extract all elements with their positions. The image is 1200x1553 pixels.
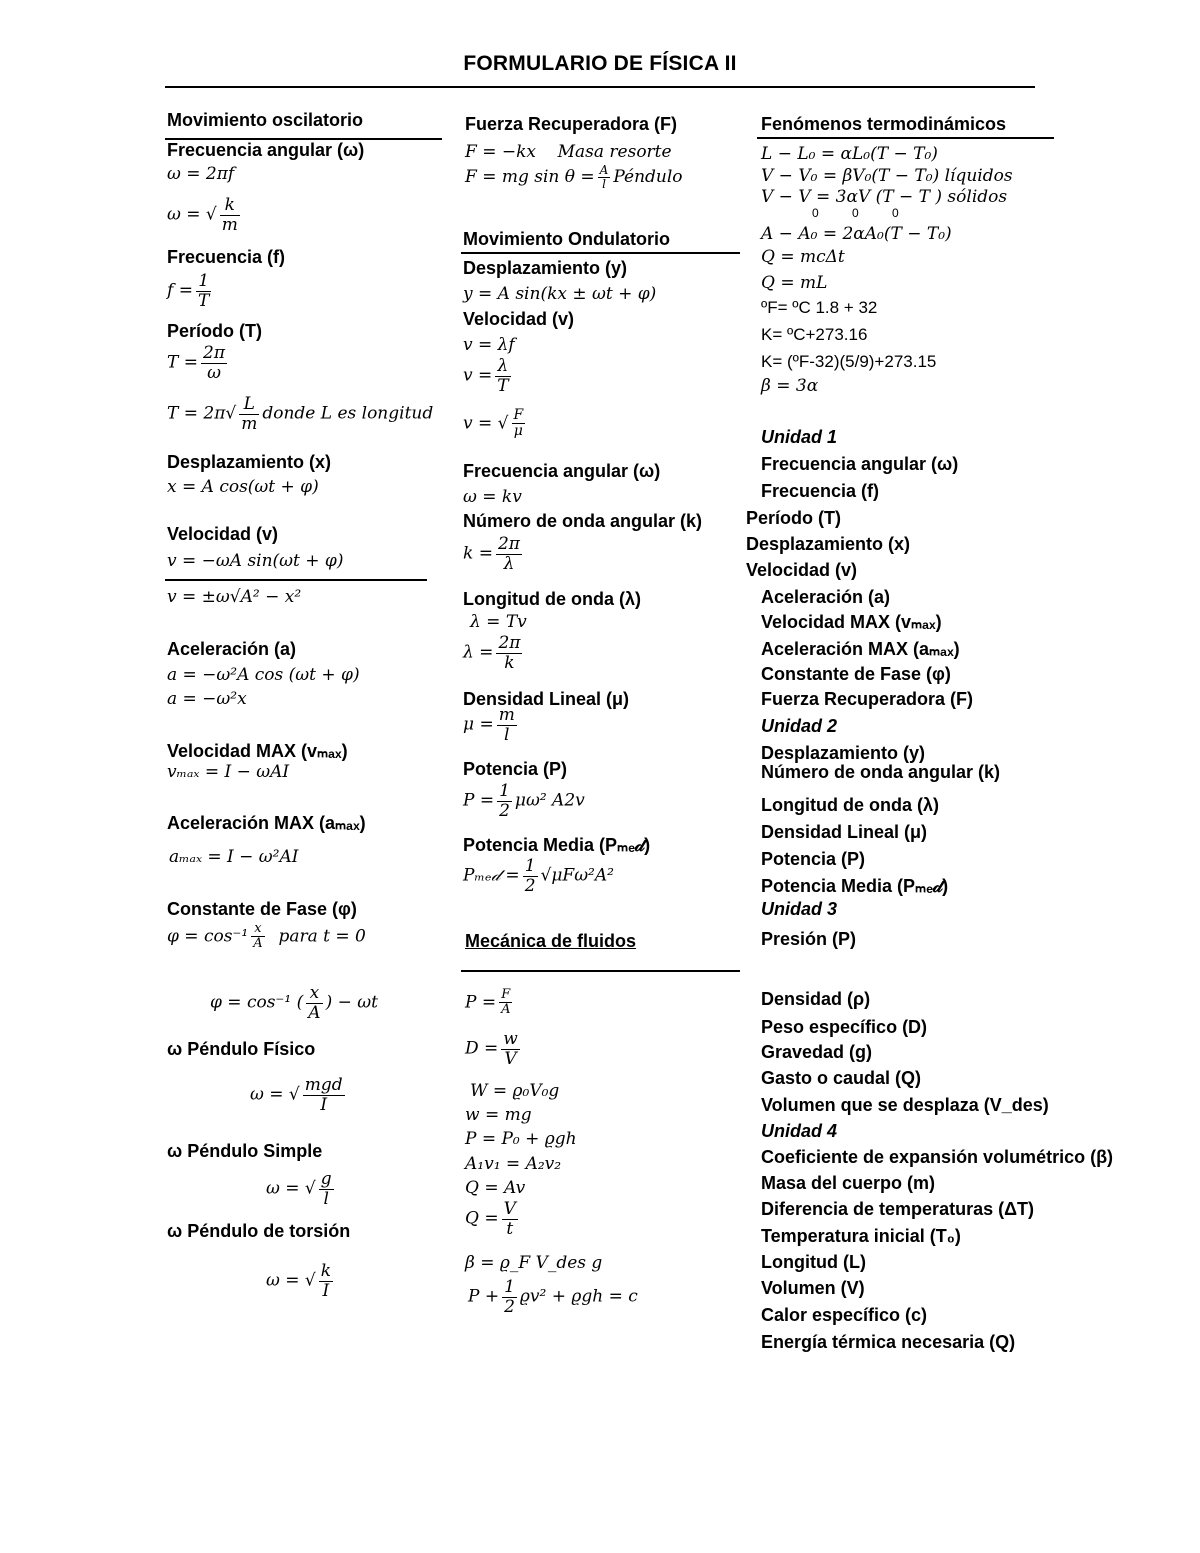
unit-1-heading: Unidad 1 — [761, 427, 838, 447]
formula-prefix: T = 2π√ — [167, 403, 237, 424]
fluids-heading: Mecánica de fluidos — [465, 931, 637, 951]
formula-prefix: D = — [465, 1038, 499, 1059]
unit-3-item: Peso específico (D) — [761, 1017, 928, 1037]
simple-pendulum-heading: ω Péndulo Simple — [167, 1141, 323, 1161]
fraction — [220, 196, 240, 234]
wave-motion-rule — [461, 252, 740, 254]
formula-torsion-pendulum — [266, 1262, 336, 1300]
power-heading: Potencia (P) — [463, 759, 568, 779]
fraction — [598, 164, 611, 191]
formula-prefix: μ = — [463, 714, 494, 735]
fraction — [495, 357, 510, 395]
wave-motion-heading: Movimiento Ondulatorio — [463, 229, 670, 249]
denominator: l — [323, 1188, 329, 1209]
formula-linear-expansion: L − L₀ = αL₀(T − T₀) — [761, 144, 938, 164]
fraction — [319, 1170, 334, 1208]
fraction — [303, 1076, 345, 1114]
denominator: I — [320, 1094, 328, 1115]
denominator: λ — [503, 553, 515, 574]
formula-beta-alpha: β = 3α — [761, 376, 819, 396]
unit-4-item: Masa del cuerpo (m) — [761, 1173, 936, 1193]
denominator: k — [504, 652, 515, 673]
unit-4-heading: Unidad 4 — [761, 1121, 838, 1141]
unit-2-item: Densidad Lineal (μ) — [761, 822, 928, 842]
formula-T-2pi-omega — [167, 344, 230, 382]
formula-prefix: P + — [468, 1286, 500, 1307]
fraction — [502, 1200, 518, 1238]
fraction — [501, 1030, 520, 1068]
formula-lambda-Tv: λ = Tv — [470, 612, 527, 632]
formula-prefix: φ = cos⁻¹ — [167, 926, 249, 947]
unit-1-item: Período (T) — [746, 508, 841, 528]
denominator: T — [497, 375, 509, 396]
formula-a-omega2x: a = −ω²x — [167, 689, 247, 709]
formula-prefix: k = — [463, 543, 493, 564]
fraction — [319, 1262, 333, 1300]
unit-3-item: Presión (P) — [761, 929, 857, 949]
formula-prefix: Pₘₑ𝒹 = — [463, 865, 520, 886]
formula-F-kx — [465, 142, 672, 162]
displacement-heading: Desplazamiento (x) — [167, 452, 332, 472]
fraction — [502, 1278, 517, 1316]
wave-displacement-heading: Desplazamiento (y) — [463, 258, 628, 278]
unit-3-item: Gasto o caudal (Q) — [761, 1068, 922, 1088]
amax-heading: Aceleración MAX (aₘₐₓ) — [167, 813, 366, 833]
unit-3-heading: Unidad 3 — [761, 899, 838, 919]
unit-4-item: Coeficiente de expansión volumétrico (β) — [761, 1147, 1114, 1167]
denominator: ω — [207, 362, 221, 383]
formula-omega-2pif: ω = 2πf — [167, 164, 235, 184]
denominator: μ — [513, 423, 523, 440]
formula-amax: aₘₐₓ = I − ω²AI — [169, 847, 299, 867]
formula-suffix: − ωt — [337, 992, 378, 1013]
thermo-rule — [757, 137, 1054, 139]
formula-P-F-A — [465, 988, 515, 1018]
formula-omega-kv: ω = kv — [463, 487, 522, 507]
restoring-force-heading: Fuerza Recuperadora (F) — [465, 114, 678, 134]
formula-prefix: P = — [463, 790, 495, 811]
formula-volume-expansion-solids: V − V = 3αV (T − T ) sólidos — [761, 187, 1008, 207]
formula-note: Péndulo — [613, 167, 683, 188]
unit-2-item: Desplazamiento (y) — [761, 743, 926, 763]
formula-latent-heat: Q = mL — [761, 273, 828, 293]
formula-simple-pendulum — [266, 1170, 337, 1208]
formula-kelvin-fahrenheit: K= (ºF-32)(5/9)+273.15 — [761, 352, 937, 371]
unit-4-item: Longitud (L) — [761, 1252, 866, 1272]
formula-x-cos: x = A cos(ωt + φ) — [167, 477, 319, 497]
formula-prefix: ω = √ — [266, 1270, 316, 1291]
formula-prefix: f = — [167, 280, 193, 301]
numerator: 2π — [203, 343, 225, 363]
denominator: l — [602, 177, 606, 192]
formula-buoyancy: β = ϱ_F V_des g — [465, 1253, 603, 1273]
formula-area-expansion: A − A₀ = 2αA₀(T − T₀) — [761, 224, 952, 244]
mean-power-heading: Potencia Media (Pₘₑ𝒹) — [463, 835, 651, 855]
formula-prefix: ω = √ — [167, 204, 217, 225]
formula-suffix: √μFω²A² — [540, 865, 614, 886]
fraction — [497, 706, 517, 744]
fraction — [499, 988, 512, 1018]
formula-phi-general: φ = cos⁻¹ ( $\frac{x}{A}$ ) − ωt — [210, 983, 378, 1023]
formula-w-mg: w = mg — [465, 1105, 532, 1125]
velocity-rule — [165, 579, 427, 581]
numerator: F — [513, 407, 524, 423]
unit-2-item: Potencia (P) — [761, 849, 866, 869]
wavelength-heading: Longitud de onda (λ) — [463, 589, 641, 609]
formula-solids-subscripts: 0 0 0 — [812, 206, 899, 220]
formula-suffix: μω² A2v — [514, 790, 585, 811]
denominator: l — [504, 724, 510, 745]
formula-prefix: T = — [167, 352, 198, 373]
formula-physical-pendulum — [250, 1076, 348, 1114]
unit-2-item: Potencia Media (Pₘₑ𝒹) — [761, 876, 949, 896]
formula-f-1-T — [167, 272, 214, 310]
unit-1-item: Aceleración MAX (aₘₐₓ) — [761, 639, 960, 659]
formula-T-2pi-sqrt-L — [167, 395, 433, 433]
unit-1-item: Desplazamiento (x) — [746, 534, 911, 554]
formula-v-sqrt: v = ±ω√A² − x² — [167, 587, 302, 607]
denominator: t — [506, 1218, 514, 1239]
fraction — [497, 782, 512, 820]
denominator: A — [308, 1002, 321, 1023]
fluids-rule — [461, 970, 740, 972]
unit-1-item: Frecuencia angular (ω) — [761, 454, 959, 474]
denominator: 2 — [499, 800, 510, 821]
fraction — [496, 535, 522, 573]
numerator: λ — [495, 357, 510, 377]
fraction — [523, 857, 538, 895]
unit-3-item: Volumen que se desplaza (V_des) — [761, 1095, 1049, 1115]
formula-mean-power — [463, 857, 614, 895]
fraction — [496, 634, 522, 672]
formula-v-lambda-T — [463, 357, 514, 395]
fraction — [196, 272, 211, 310]
numerator: x — [251, 922, 264, 937]
unit-1-item: Velocidad (v) — [746, 560, 858, 580]
formula-bernoulli — [468, 1278, 638, 1316]
unit-2-item: Longitud de onda (λ) — [761, 795, 939, 815]
formula-fahrenheit: ºF= ºC 1.8 + 32 — [761, 298, 878, 317]
numerator: 1 — [504, 1277, 515, 1297]
wave-angular-frequency-heading: Frecuencia angular (ω) — [463, 461, 661, 481]
formula-y-sin: y = A sin(kx ± ωt + φ) — [463, 284, 657, 304]
linear-density-heading: Densidad Lineal (μ) — [463, 689, 630, 709]
formula-v-lambda-f: v = λf — [463, 335, 515, 355]
numerator: V — [503, 1199, 516, 1219]
fraction — [306, 984, 322, 1022]
denominator: 2 — [504, 1296, 515, 1317]
frequency-heading: Frecuencia (f) — [167, 247, 286, 267]
numerator: F — [499, 988, 512, 1003]
denominator: V — [504, 1048, 517, 1069]
unit-1-item: Constante de Fase (φ) — [761, 664, 951, 684]
unit-2-item: Número de onda angular (k) — [761, 762, 1001, 782]
numerator: g — [320, 1169, 332, 1189]
denominator: m — [241, 413, 258, 434]
numerator: 2π — [497, 534, 520, 554]
formula-lambda-2pi-k — [463, 634, 525, 672]
formula-note: para t = 0 — [278, 926, 366, 947]
formula-prefix: λ = — [463, 642, 494, 663]
formula-prefix: ω = √ — [266, 1178, 316, 1199]
formula-omega-sqrt-k-m — [167, 196, 243, 234]
unit-1-item: Frecuencia (f) — [761, 481, 880, 501]
wave-velocity-heading: Velocidad (v) — [463, 309, 575, 329]
formula-continuity: A₁v₁ = A₂v₂ — [465, 1154, 562, 1174]
numerator: x — [306, 984, 322, 1004]
formula-Q-V-t — [465, 1200, 521, 1238]
formula-power — [463, 782, 585, 820]
unit-2-heading: Unidad 2 — [761, 716, 838, 736]
formula-F-pendulum — [465, 164, 683, 191]
period-heading: Período (T) — [167, 321, 262, 341]
numerator: mgd — [304, 1075, 343, 1095]
numerator: w — [503, 1029, 518, 1049]
formula-prefix: Q = — [465, 1208, 499, 1229]
formula-v-sqrt-F-mu — [463, 408, 528, 440]
formula-vmax: vₘₐₓ = I − ωAI — [167, 762, 290, 782]
title-divider — [165, 86, 1035, 88]
formula-note: Masa resorte — [557, 142, 672, 162]
formula-volume-expansion-liquids: V − V₀ = βV₀(T − T₀) líquidos — [761, 166, 1013, 186]
denominator: T — [197, 290, 210, 311]
denominator: I — [322, 1280, 330, 1301]
formula-note: donde L es longitud — [262, 403, 434, 424]
unit-4-item: Diferencia de temperaturas (ΔT) — [761, 1199, 1035, 1219]
formula-D-w-V — [465, 1030, 523, 1068]
phase-heading: Constante de Fase (φ) — [167, 899, 357, 919]
numerator: k — [220, 196, 240, 216]
formula-prefix: v = √ — [463, 413, 509, 434]
formula-P-hydrostatic: P = P₀ + ϱgh — [465, 1129, 577, 1149]
thermo-heading: Fenómenos termodinámicos — [761, 114, 1007, 134]
unit-4-item: Calor específico (c) — [761, 1305, 928, 1325]
unit-1-item: Fuerza Recuperadora (F) — [761, 689, 974, 709]
fraction — [239, 395, 259, 433]
numerator: 1 — [499, 781, 510, 801]
angular-frequency-heading: Frecuencia angular (ω) — [167, 140, 365, 160]
denominator: A — [253, 936, 263, 952]
fraction — [512, 408, 526, 440]
unit-1-item: Aceleración (a) — [761, 587, 891, 607]
physical-pendulum-heading: ω Péndulo Físico — [167, 1039, 316, 1059]
formula-suffix: ϱv² + ϱgh = c — [519, 1286, 638, 1307]
formula-mu-m-l — [463, 706, 520, 744]
page-title: FORMULARIO DE FÍSICA II — [463, 52, 737, 75]
formula-heat: Q = mcΔt — [761, 247, 845, 267]
formula-prefix: φ = cos⁻¹ — [210, 992, 292, 1013]
formula-value: F = −kx — [465, 142, 536, 162]
numerator: k — [320, 1261, 332, 1281]
unit-4-item: Volumen (V) — [761, 1278, 865, 1298]
numerator: 1 — [196, 272, 211, 292]
unit-1-item: Velocidad MAX (vₘₐₓ) — [761, 612, 942, 632]
fraction — [201, 344, 227, 382]
formula-W: W = ϱ₀V₀g — [470, 1081, 560, 1101]
formula-prefix: v = — [463, 365, 493, 386]
unit-4-item: Temperatura inicial (T₀) — [761, 1226, 961, 1246]
torsion-pendulum-heading: ω Péndulo de torsión — [167, 1221, 351, 1241]
formula-prefix: ω = √ — [250, 1084, 300, 1105]
acceleration-heading: Aceleración (a) — [167, 639, 297, 659]
numerator: 2π — [498, 633, 521, 653]
numerator: L — [239, 395, 259, 415]
unit-3-item: Densidad (ρ) — [761, 989, 871, 1009]
formula-kelvin-celsius: K= ºC+273.16 — [761, 325, 868, 344]
numerator: A — [599, 163, 609, 177]
numerator: 1 — [524, 856, 536, 876]
formula-a-cos: a = −ω²A cos (ωt + φ) — [167, 665, 360, 685]
formula-v-sin: v = −ωA sin(ωt + φ) — [167, 551, 344, 571]
oscillatory-heading: Movimiento oscilatorio — [167, 110, 364, 130]
formula-k-2pi-lambda — [463, 535, 525, 573]
vmax-heading: Velocidad MAX (vₘₐₓ) — [167, 741, 348, 761]
velocity-heading: Velocidad (v) — [167, 524, 279, 544]
unit-4-item: Energía térmica necesaria (Q) — [761, 1332, 1016, 1352]
denominator: A — [501, 1002, 511, 1018]
denominator: 2 — [524, 875, 536, 896]
formula-phi-t0 — [167, 922, 366, 952]
denominator: m — [221, 214, 238, 235]
formula-Q-Av: Q = Av — [465, 1178, 526, 1198]
wave-number-heading: Número de onda angular (k) — [463, 511, 703, 531]
formula-prefix: F = mg sin θ = — [465, 167, 595, 188]
formula-prefix: P = — [465, 992, 497, 1013]
fraction — [251, 922, 264, 952]
numerator: m — [498, 705, 515, 725]
unit-3-item: Gravedad (g) — [761, 1042, 873, 1062]
